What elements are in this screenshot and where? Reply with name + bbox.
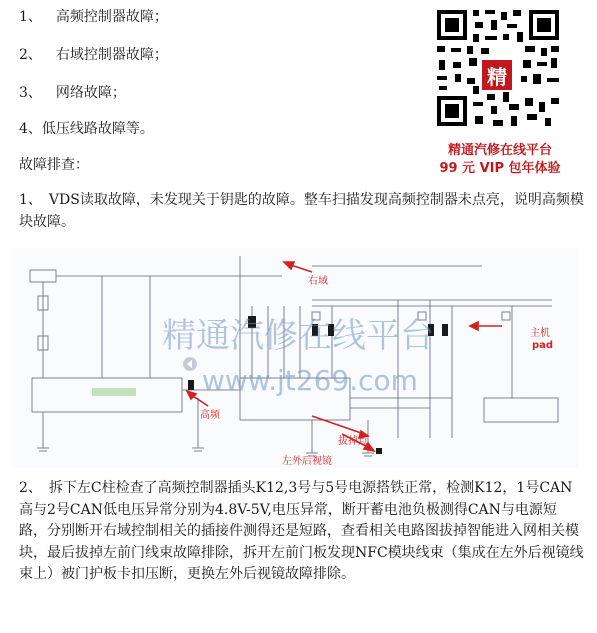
step-2-paragraph: 2、 拆下左C柱检查了高频控制器插头K12,3号与5号电源搭铁正常，检测K12，1号CAN高与2号CAN低电压异常分别为4.8V-5V,电压异常，断开蓄电池负极测得CAN与电源短路，分别断开右域控制相关的插接件测得还是短路，查看相关电路图拔掉智能进入网相关模块，最后拔掉左前门线束故障排除，拆开左前门板发现NFC模块线束（集成在左外后视镜线束上）被门护板卡扣压断，更换左外后视镜故障排除。	[19, 480, 584, 582]
fault-num: 3、	[19, 85, 42, 101]
watermark-cn: 精通汽修在线平台	[162, 316, 434, 356]
fault-num: 1、	[19, 9, 42, 25]
qr-badge: 精	[482, 60, 512, 90]
qr-caption-line1: 精通汽修在线平台	[447, 143, 552, 158]
label-pad: pad	[532, 340, 554, 351]
circuit-lines	[12, 248, 578, 468]
fault-num: 2、	[19, 47, 42, 63]
fault-text: 高频控制器故障；	[55, 9, 168, 25]
qr-code	[433, 6, 563, 130]
qr-caption-line2: 99 元 VIP 包年体验	[439, 161, 561, 176]
fault-item-2	[19, 44, 168, 66]
label-left-mirror: 左外后视镜	[282, 456, 332, 467]
label-unplug-point: 拔掉点	[338, 436, 368, 447]
circuit-diagram	[12, 248, 578, 468]
label-right-domain: 右域	[308, 276, 328, 287]
watermark-url: www.jt269.com	[202, 364, 418, 397]
label-high-frequency: 高频	[200, 410, 220, 421]
troubleshoot-heading: 故障排查：	[19, 157, 89, 173]
fault-text: 低压线路故障等。	[41, 121, 154, 137]
fault-text: 网络故障；	[55, 85, 126, 101]
fault-num: 4、	[19, 121, 42, 137]
fault-item-3	[19, 82, 126, 104]
step-1-paragraph: 1、 VDS读取故障，未发现关于钥匙的故障。整车扫描发现高频控制器未点亮，说明高频模块故障。	[19, 192, 584, 230]
fault-item-1	[19, 6, 168, 28]
fault-text: 右域控制器故障；	[55, 47, 168, 63]
fault-item-4	[19, 118, 154, 140]
label-host: 主机	[530, 328, 550, 339]
